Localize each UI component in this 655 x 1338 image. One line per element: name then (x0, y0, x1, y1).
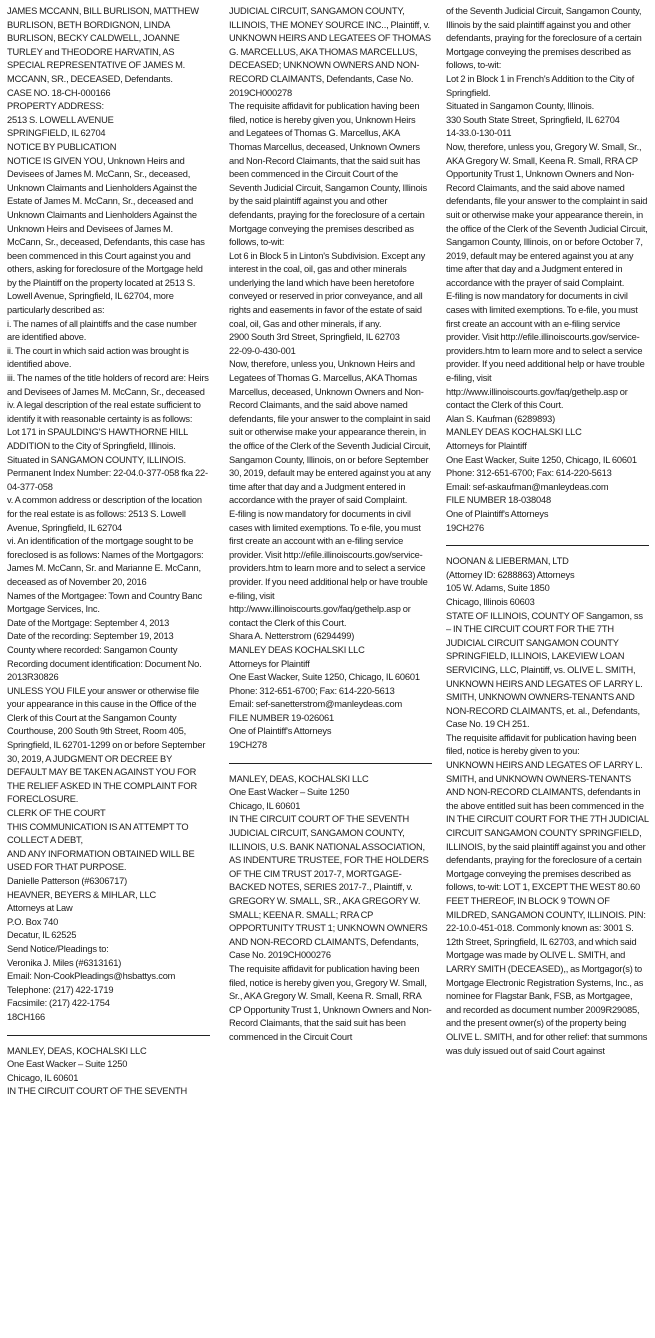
notice-line: v. A common address or description of the location for the real estate is as follows: 2513 S. Lowell Avenue, Springfield, IL 62704 (7, 495, 202, 533)
notice-line: ii. The court in which said action was brought is identified above. (7, 345, 189, 370)
legal-notice (446, 555, 649, 1058)
notice-line: Chicago, IL 60601 (7, 1072, 79, 1083)
notice-line: The requisite affidavit for publication having been filed, notice is hereby given you, Unknown Heirs and Legatees of Thomas G. Marcellus, AKA Thomas Marcellus, deceased, Unknown Owners and Non-Record Claimants, that the said suit has been commenced in the Circuit Court of the Seventh Judicial Circuit, Sangamon County, Illinois by the said plaintiff against you and other defendants, praying for the foreclosure of a certain Mortgage conveying the premises described as follows, to-wit: (229, 101, 427, 248)
notice-line: Lot 2 in Block 1 in French's Addition to the City of Springfield. (446, 73, 635, 98)
legal-notice (446, 5, 649, 535)
notice-line: NOTICE IS GIVEN YOU, Unknown Heirs and Devisees of James M. McCann, Sr., deceased, Unknown Claimants and Lienholders Against the Estate of James M. McCann, Sr., deceased and Unknown Claimants and Lienholders Against the Unknown Heirs and Devisees of James M. McCann, Sr., deceased, Defendants, this case has been commenced in this Court against you and others, asking for foreclosure of the Mortgage held by the Plaintiff on the property located at 2513 S. Lowell Avenue, Springfield, IL 62704, more particularly described as: (7, 155, 205, 316)
notice-line: iv. A legal description of the real estate sufficient to identify it with reasonable certainty is as follows: (7, 400, 201, 424)
notice-line: Situated in Sangamon County, Illinois. (446, 101, 594, 112)
notice-line: SPRINGFIELD, IL 62704 (7, 128, 106, 139)
notice-line: Email: sef-askaufman@manleydeas.com (446, 481, 609, 492)
notice-line: UNKNOWN HEIRS AND LEGATES OF LARRY L. SMITH, and UNKNOWN OWNERS-TENANTS AND NON-RECORD CLAIMANTS, defendants in the above entitled suit has been commenced in the IN THE CIRCUIT COURT FOR THE 7TH JUDICIAL CIRCUIT SANGAMON COUNTY SPRINGFIELD, ILLINOIS, by the said plaintiff against you and other defendants, praying for the foreclosure of a certain Mortgage conveying the premises described as follows, to-wit: LOT 1, EXCEPT THE WEST 80.60 FEET THEREOF, IN BLOCK 9 TOWN OF MILDRED, SANGAMON COUNTY, ILLINOIS. PIN: 22-10.0-451-018. Commonly known as: 3001 S. 12th Street, Springfield, IL 62703, and which said Mortgage was made by OLIVE L. SMITH, and LARRY SMITH (DECEASED),, as Mortgagor(s) to Mortgage Electronic Registration Systems, Inc., as nominee for Flagstar Bank, FSB, as Mortgagee, and recorded as document number 2009R29085, and the present owner(s) of the property being OLIVE L. SMITH, and for other relief: that summons was duly issued out of said Court against (446, 760, 649, 1056)
notice-divider (229, 763, 432, 764)
notice-line: Email: sef-sanetterstrom@manleydeas.com (229, 699, 403, 710)
notice-line: 2513 S. LOWELL AVENUE (7, 114, 114, 125)
legal-notice (7, 1045, 210, 1099)
column-2 (229, 5, 432, 1045)
notice-line: The requisite affidavit for publication having been filed, notice is hereby given you, Gregory W. Small, Sr., AKA Gregory W. Small, Keena R. Small, RRA CP Opportunity Trust 1, Unknown Owners and Non-Record Claimants, that the said suit has been commenced in the Circuit Court (229, 963, 432, 1042)
notice-line: IN THE CIRCUIT COURT OF THE SEVENTH JUDICIAL CIRCUIT, SANGAMON COUNTY, ILLINOIS, U.S. BANK NATIONAL ASSOCIATION, AS INDENTURE TRUSTEE, FOR THE HOLDERS OF THE CIM TRUST 2017-7, MORTGAGE-BACKED NOTES, SERIES 2017-7., Plaintiff, v. GREGORY W. SMALL, SR., AKA GREGORY W. SMALL; KEENA R. SMALL; RRA CP OPPORTUNITY TRUST 1; UNKNOWN OWNERS AND NON-RECORD CLAIMANTS, Defendants, Case No. 2019CH000276 (229, 814, 429, 961)
notice-line: UNLESS YOU FILE your answer or otherwise file your appearance in this cause in the Office of the Clerk of this Court at the Sangamon County Courthouse, 200 South 9th Street, Room 405, Springfield, IL 62701-1299 on or before September 30, 2019, A JUDGMENT OR DECREE BY DEFAULT MAY BE TAKEN AGAINST YOU FOR THE RELIEF ASKED IN THE COMPLAINT FOR FORECLOSURE. (7, 685, 206, 805)
notice-line: NOONAN & LIEBERMAN, LTD (446, 556, 569, 567)
notice-line: One East Wacker – Suite 1250 (7, 1059, 128, 1070)
notice-line: P.O. Box 740 (7, 916, 59, 927)
notice-line: Lot 171 in SPAULDING'S HAWTHORNE HILL ADDITION to the City of Springfield, Illinois. Situated in SANGAMON COUNTY, ILLINOIS. (7, 427, 188, 465)
notice-line: One East Wacker, Suite 1250, Chicago, IL 60601 (229, 672, 420, 683)
notice-line: Now, therefore, unless you, Unknown Heirs and Legatees of Thomas G. Marcellus, AKA Thomas Marcellus, deceased, Unknown Owners and Non-Record Claimants, and the said above named defendants, file your answer to the complaint in said suit or otherwise make your appearance therein, in the office of the Clerk of the Seventh Judicial Circuit, Sangamon County, Illinois, on or before September 30, 2019, default may be entered against you at any time after that day and a Judgment entered in accordance with the prayer of said Complaint. (229, 359, 431, 506)
notice-line: Permanent Index Number: 22-04.0-377-058 fka 22-04-377-058 (7, 468, 208, 492)
notice-line: Attorneys for Plaintiff (446, 441, 527, 451)
notice-line: Send Notice/Pleadings to: (7, 943, 109, 954)
notice-line: Alan S. Kaufman (6289893) (446, 413, 556, 424)
notice-line: Attorneys at Law (7, 903, 73, 914)
notice-line: E-filing is now mandatory for documents in civil cases with limited exemptions. To e-file, you must first create an account with an e-filing service provider. Visit http://efile.illinoiscourts.gov/service-providers.htm to learn more and to select a service provider. If you need additional help or have trouble e-filing, visit http://www.illinoiscourts.gov/faq/gethelp.asp or contact the Clerk of this Court. (229, 508, 428, 628)
notice-line: One East Wacker, Suite 1250, Chicago, IL 60601 (446, 454, 637, 465)
notice-line: iii. The names of the title holders of record are: Heirs and Devisees of James M. McCann, Sr., deceased (7, 373, 209, 397)
notice-line: THIS COMMUNICATION IS AN ATTEMPT TO COLLECT A DEBT, (7, 821, 189, 846)
notice-line: Facsimile: (217) 422-1754 (7, 998, 110, 1009)
notice-line: 330 South State Street, Springfield, IL 62704 (446, 114, 620, 125)
notice-line: County where recorded: Sangamon County (7, 644, 178, 655)
notice-line: i. The names of all plaintiffs and the case number are identified above. (7, 318, 197, 343)
notice-line: JUDICIAL CIRCUIT, SANGAMON COUNTY, ILLINOIS, THE MONEY SOURCE INC.., Plaintiff, v. UNKNOWN HEIRS AND LEGATEES OF THOMAS G. MARCELLUS, AKA THOMAS MARCELLUS, DECEASED; UNKNOWN OWNERS AND NON-RECORD CLAIMANTS, Defendants, Case No. 2019CH000278 (229, 6, 431, 98)
notice-line: 105 W. Adams, Suite 1850 (446, 583, 550, 594)
legal-notice (229, 773, 432, 1045)
notice-line: One of Plaintiff's Attorneys (446, 508, 549, 519)
notice-line: 2900 South 3rd Street, Springfield, IL 62703 (229, 332, 400, 343)
notice-line: 14-33.0-130-011 (446, 128, 512, 139)
notice-line: vi. An identification of the mortgage sought to be foreclosed is as follows: Names of the Mortgagors: James M. McCann, Sr. and Marianne E. McCann, deceased as of November 20, 2016 (7, 536, 204, 587)
notice-line: Chicago, IL 60601 (229, 800, 301, 811)
notice-line: HEAVNER, BEYERS & MIHLAR, LLC (7, 889, 157, 900)
notice-line: One of Plaintiff's Attorneys (229, 726, 332, 737)
notice-line: Email: Non-CookPleadings@hsbattys.com (7, 971, 176, 982)
notice-line: Phone: 312-651-6700; Fax: 614-220-5613 (446, 468, 612, 479)
notice-line: E-filing is now mandatory for documents in civil cases with limited exemptions. To e-file, you must first create an account with an e-filing service provider. Visit http://efile.illinoiscourts.gov/service-providers.htm to learn more and to select a service provider. If you need additional help or have trouble e-filing, visit http://www.illinoiscourts.gov/faq/gethelp.asp or contact the Clerk of this Court. (446, 291, 645, 411)
notice-line: Names of the Mortgagee: Town and Country Banc Mortgage Services, Inc. (7, 590, 203, 615)
notice-divider (7, 1035, 210, 1036)
notice-line: 19CH278 (229, 740, 268, 751)
notice-line: One East Wacker – Suite 1250 (229, 787, 350, 798)
notice-line: JAMES MCCANN, BILL BURLISON, MATTHEW BURLISON, BETH BORDIGNON, LINDA BURLISON, BECKY CALDWELL, JOANNE TURLEY and THEODORE HARVATIN, AS SPECIAL REPRESENTATIVE OF JAMES M. MCCANN, SR., DECEASED, Defendants. (7, 6, 199, 84)
legal-notice (229, 5, 432, 753)
notice-line: CLERK OF THE COURT (7, 808, 106, 819)
notice-line: CASE NO. 18-CH-000166 (7, 87, 111, 98)
notice-line: Chicago, Illinois 60603 (446, 596, 535, 607)
notice-line: FILE NUMBER 19-026061 (229, 712, 334, 723)
notice-line: IN THE CIRCUIT COURT OF THE SEVENTH (7, 1086, 188, 1097)
notice-line: (Attorney ID: 6288863) Attorneys (446, 569, 575, 580)
notice-line: Shara A. Netterstrom (6294499) (229, 631, 355, 642)
notice-line: Date of the Mortgage: September 4, 2013 (7, 617, 170, 628)
legal-notice (7, 5, 210, 1025)
notice-line: MANLEY DEAS KOCHALSKI LLC (229, 644, 365, 655)
notice-line: Lot 6 in Block 5 in Linton's Subdivision. Except any interest in the coal, oil, gas and other minerals underlying the land which have been heretofore conveyed or reserved in prior conveyance, and all rights and easements in favor of the estate of said coal, oil, Gas and other minerals, if any. (229, 250, 426, 329)
notice-line: Telephone: (217) 422-1719 (7, 984, 114, 995)
notice-line: Phone: 312-651-6700; Fax: 614-220-5613 (229, 685, 395, 696)
notice-line: NOTICE BY PUBLICATION (7, 141, 117, 152)
notice-line: AND ANY INFORMATION OBTAINED WILL BE USED FOR THAT PURPOSE. (7, 848, 195, 873)
notice-line: MANLEY DEAS KOCHALSKI LLC (446, 427, 582, 438)
notice-line: The requisite affidavit for publication having been filed, notice is hereby given to you: (446, 732, 637, 757)
notice-line: Decatur, IL 62525 (7, 930, 77, 941)
notice-line: Recording document identification: Document No. 2013R30826 (7, 658, 202, 683)
notice-line: MANLEY, DEAS, KOCHALSKI LLC (229, 773, 369, 784)
notice-line: Danielle Patterson (#6306717) (7, 876, 128, 886)
notice-line: Attorneys for Plaintiff (229, 658, 310, 669)
notice-line: 19CH276 (446, 522, 485, 533)
notice-line: STATE OF ILLINOIS, COUNTY OF Sangamon, ss – IN THE CIRCUIT COURT FOR THE 7TH JUDICIAL CIRCUIT SANGAMON COUNTY SPRINGFIELD, ILLINOIS, LAKEVIEW LOAN SERVICING, LLC, Plaintiff, vs. OLIVE L. SMITH, UNKNOWN HEIRS AND LEGATES OF LARRY L. SMITH, UNKNOWN OWNERS-TENANTS AND NON-RECORD CLAIMANTS, et. al., Defendants, Case No. 19 CH 251. (446, 610, 643, 730)
notice-line: of the Seventh Judicial Circuit, Sangamon County, Illinois by the said plaintiff against you and other defendants, praying for the foreclosure of a certain Mortgage conveying the premises described as follows, to-wit: (446, 6, 642, 71)
notice-line: Veronika J. Miles (#6313161) (7, 957, 122, 968)
notice-line: 18CH166 (7, 1011, 46, 1022)
column-1 (7, 5, 210, 1099)
notice-line: PROPERTY ADDRESS: (7, 101, 104, 112)
notice-divider (446, 545, 649, 546)
column-3 (446, 5, 649, 1058)
notice-line: Now, therefore, unless you, Gregory W. Small, Sr., AKA Gregory W. Small, Keena R. Small, RRA CP Opportunity Trust 1, Unknown Owners and Non-Record Claimants, and the said above named defendants, file your answer to the complaint in said suit or otherwise make your appearance therein, in the office of the Clerk of the Seventh Judicial Circuit, Sangamon County, Illinois, on or before October 7, 2019, default may be entered against you at any time after that day and a Judgment entered in accordance with the prayer of said Complaint. (446, 141, 648, 288)
notice-line: Date of the recording: September 19, 2013 (7, 631, 174, 642)
notice-line: 22-09-0-430-001 (229, 345, 296, 356)
notice-line: MANLEY, DEAS, KOCHALSKI LLC (7, 1045, 147, 1056)
notice-line: FILE NUMBER 18-038048 (446, 495, 551, 506)
